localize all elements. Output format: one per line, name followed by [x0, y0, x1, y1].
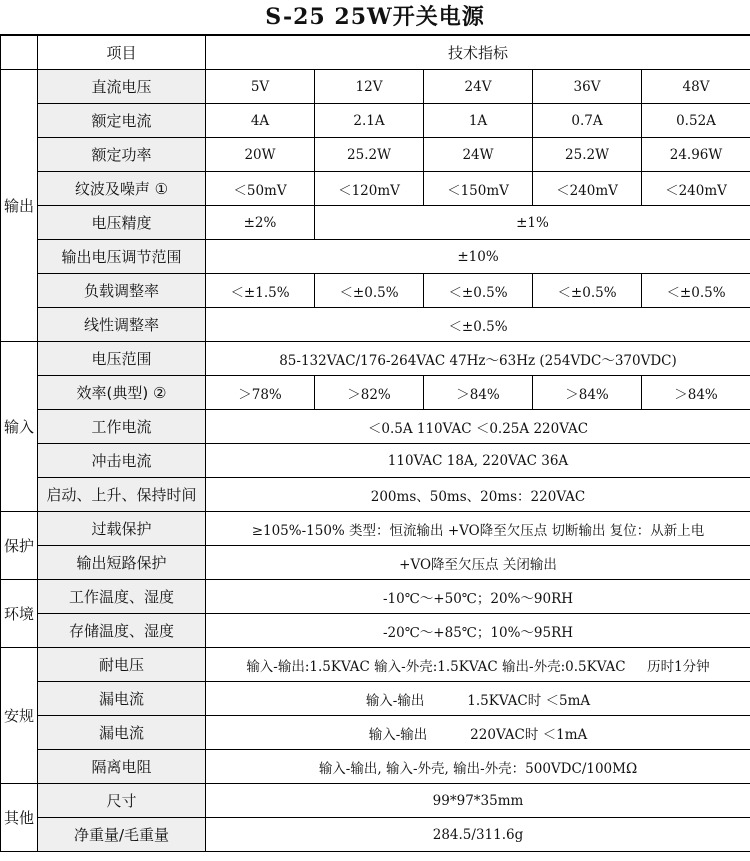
table-row: [1, 274, 750, 308]
ripple-cell: ＜240mV: [642, 172, 750, 206]
section-other: 其他: [1, 784, 38, 852]
ripple-cell: ＜120mV: [315, 172, 424, 206]
table-row: [1, 444, 750, 478]
row-label-power: 额定功率: [38, 138, 206, 172]
isolation-cell: 输入-输出, 输入-外壳, 输出-外壳：500VDC/100MΩ: [206, 750, 750, 784]
table-row: [1, 172, 750, 206]
leakage-cell: 输入-输出 220VAC时 ＜1mA: [206, 716, 750, 750]
table-row: [1, 818, 750, 852]
work-temp-cell: -10℃～+50℃；20%～90RH: [206, 580, 750, 614]
ripple-cell: ＜50mV: [206, 172, 315, 206]
row-label-withstand: 耐电压: [38, 648, 206, 682]
row-label-adjust: 输出电压调节范围: [38, 240, 206, 274]
row-label-efficiency: 效率(典型) ②: [38, 376, 206, 410]
table-row: [1, 614, 750, 648]
work-current-cell: ＜0.5A 110VAC ＜0.25A 220VAC: [206, 410, 750, 444]
efficiency-cell: ＞84%: [424, 376, 533, 410]
ripple-cell: ＜150mV: [424, 172, 533, 206]
table-row: [1, 104, 750, 138]
size-cell: 99*97*35mm: [206, 784, 750, 818]
header-spec: 技术指标: [206, 36, 750, 70]
table-row: [1, 478, 750, 512]
storage-temp-cell: -20℃～+85℃；10%～95RH: [206, 614, 750, 648]
current-cell: 0.7A: [533, 104, 642, 138]
load-reg-cell: ＜±1.5%: [206, 274, 315, 308]
row-label-short: 输出短路保护: [38, 546, 206, 580]
power-cell: 25.2W: [533, 138, 642, 172]
short-cell: +VO降至欠压点 关闭输出: [206, 546, 750, 580]
table-row: [1, 410, 750, 444]
row-label-load-reg: 负载调整率: [38, 274, 206, 308]
power-cell: 24W: [424, 138, 533, 172]
voltage-cell: 48V: [642, 70, 750, 104]
table-row: [1, 308, 750, 342]
row-label-line-reg: 线性调整率: [38, 308, 206, 342]
row-label-current: 额定电流: [38, 104, 206, 138]
voltage-cell: 24V: [424, 70, 533, 104]
row-label-size: 尺寸: [38, 784, 206, 818]
table-row: [1, 138, 750, 172]
table-row: [1, 784, 750, 818]
section-env: 环境: [1, 580, 38, 648]
line-reg-cell: ＜±0.5%: [206, 308, 750, 342]
accuracy-rest-cell: ±1%: [315, 206, 750, 240]
power-cell: 20W: [206, 138, 315, 172]
table-row: [1, 206, 750, 240]
overload-cell: ≥105%-150% 类型：恒流输出 +VO降至欠压点 切断输出 复位：从新上电: [206, 512, 750, 546]
table-header-row: [1, 36, 750, 70]
table-row: [1, 546, 750, 580]
row-label-voltage: 直流电压: [38, 70, 206, 104]
row-label-timing: 启动、上升、保持时间: [38, 478, 206, 512]
row-label-weight: 净重量/毛重量: [38, 818, 206, 852]
row-label-isolation: 隔离电阻: [38, 750, 206, 784]
voltage-cell: 12V: [315, 70, 424, 104]
efficiency-cell: ＞78%: [206, 376, 315, 410]
table-row: [1, 716, 750, 750]
leakage-cell: 输入-输出 1.5KVAC时 ＜5mA: [206, 682, 750, 716]
section-input: 输入: [1, 342, 38, 512]
voltage-cell: 36V: [533, 70, 642, 104]
row-label-overload: 过载保护: [38, 512, 206, 546]
voltage-cell: 5V: [206, 70, 315, 104]
weight-cell: 284.5/311.6g: [206, 818, 750, 852]
efficiency-cell: ＞84%: [642, 376, 750, 410]
section-protect: 保护: [1, 512, 38, 580]
load-reg-cell: ＜±0.5%: [424, 274, 533, 308]
current-cell: 1A: [424, 104, 533, 138]
range-cell: 85-132VAC/176-264VAC 47Hz～63Hz (254VDC～370VDC): [206, 342, 750, 376]
table-row: [1, 512, 750, 546]
header-blank-cell: [1, 36, 38, 70]
table-row: [1, 580, 750, 614]
header-item: 项目: [38, 36, 206, 70]
ripple-cell: ＜240mV: [533, 172, 642, 206]
efficiency-cell: ＞84%: [533, 376, 642, 410]
adjust-cell: ±10%: [206, 240, 750, 274]
spec-table: [0, 35, 750, 852]
row-label-ripple: 纹波及噪声 ①: [38, 172, 206, 206]
load-reg-cell: ＜±0.5%: [533, 274, 642, 308]
withstand-cell: 输入-输出:1.5KVAC 输入-外壳:1.5KVAC 输出-外壳:0.5KVAC 历时1分钟: [206, 648, 750, 682]
table-row: [1, 70, 750, 104]
section-output: 输出: [1, 70, 38, 342]
current-cell: 0.52A: [642, 104, 750, 138]
row-label-work-current: 工作电流: [38, 410, 206, 444]
row-label-storage-temp: 存储温度、湿度: [38, 614, 206, 648]
load-reg-cell: ＜±0.5%: [642, 274, 750, 308]
row-label-work-temp: 工作温度、湿度: [38, 580, 206, 614]
row-label-range: 电压范围: [38, 342, 206, 376]
power-cell: 25.2W: [315, 138, 424, 172]
row-label-inrush: 冲击电流: [38, 444, 206, 478]
load-reg-cell: ＜±0.5%: [315, 274, 424, 308]
table-row: [1, 376, 750, 410]
current-cell: 4A: [206, 104, 315, 138]
table-row: [1, 648, 750, 682]
accuracy-first-cell: ±2%: [206, 206, 315, 240]
efficiency-cell: ＞82%: [315, 376, 424, 410]
page-title: S-25 25W开关电源: [0, 0, 750, 35]
row-label-leakage: 漏电流: [38, 682, 206, 716]
section-safety: 安规: [1, 648, 38, 784]
row-label-accuracy: 电压精度: [38, 206, 206, 240]
current-cell: 2.1A: [315, 104, 424, 138]
table-row: [1, 342, 750, 376]
power-cell: 24.96W: [642, 138, 750, 172]
table-row: [1, 750, 750, 784]
row-label-leakage: 漏电流: [38, 716, 206, 750]
timing-cell: 200ms、50ms、20ms：220VAC: [206, 478, 750, 512]
inrush-cell: 110VAC 18A, 220VAC 36A: [206, 444, 750, 478]
table-row: [1, 682, 750, 716]
table-row: [1, 240, 750, 274]
